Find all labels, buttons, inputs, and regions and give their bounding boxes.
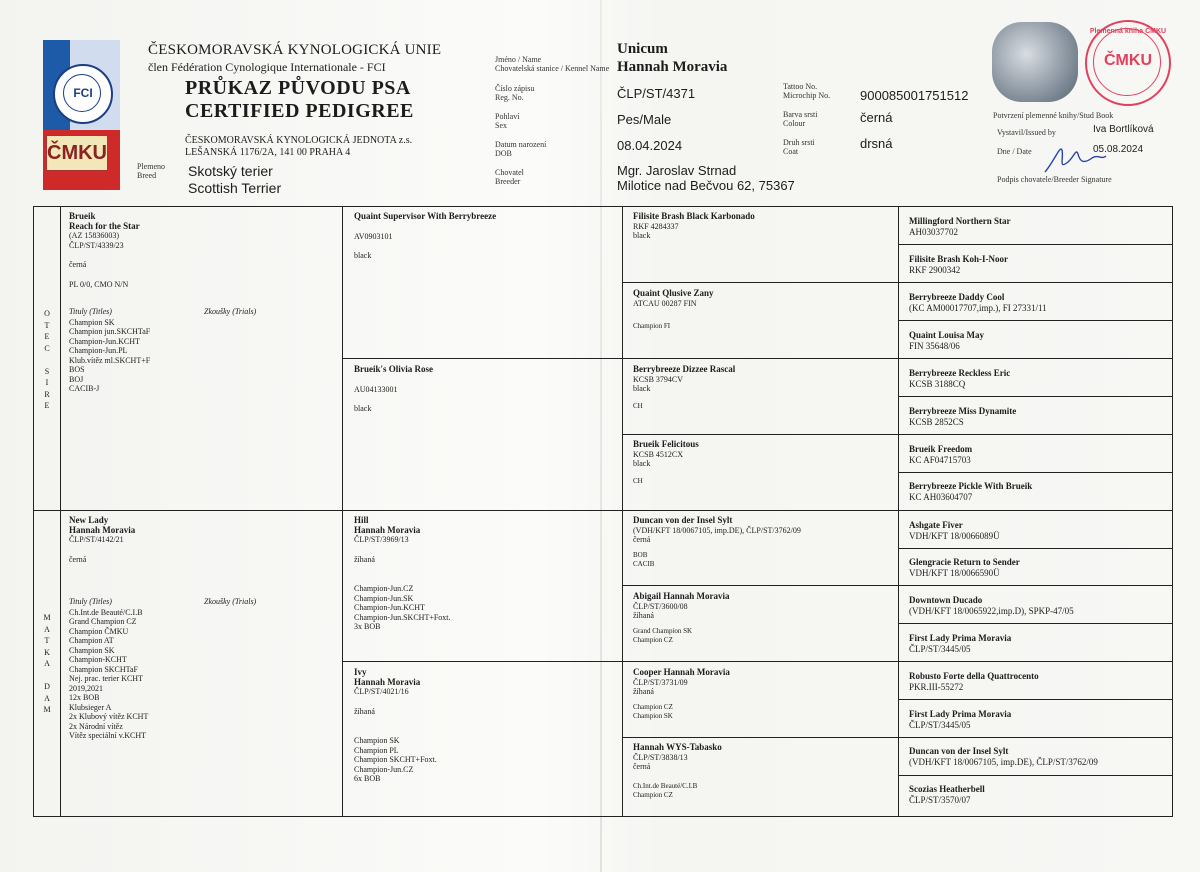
- sire-side-label: O T E C S I R E: [44, 309, 50, 410]
- issue-date: 05.08.2024: [1093, 144, 1144, 155]
- sire-health: PL 0/0, CMO N/N: [69, 279, 129, 289]
- colour-value: černá: [860, 110, 893, 125]
- breeder-line2: Milotice nad Bečvou 62, 75367: [617, 178, 795, 193]
- breed-en: Scottish Terrier: [188, 180, 282, 196]
- g4-cell: Filisite Brash Koh-I-Noor RKF 2900342: [909, 254, 1008, 275]
- reg-label: Číslo zápisu Reg. No.: [495, 84, 535, 102]
- cmku-badge: ČMKU: [46, 135, 108, 171]
- dam-cell: [69, 516, 334, 741]
- dam-trials-label: Zkoušky (Trials): [204, 597, 257, 606]
- g4-cell: Duncan von der Insel Sylt (VDH/KFT 18/0067105, imp.DE), ČLP/ST/3762/09: [909, 746, 1098, 767]
- signature-label: Podpis chovatele/Breeder Signature: [997, 175, 1112, 184]
- hologram: [992, 22, 1078, 102]
- sire-titles-label: Tituly (Titles): [69, 307, 112, 316]
- colour-label: Barva srsti Colour: [783, 110, 818, 128]
- dam-titles-label: Tituly (Titles): [69, 597, 112, 606]
- g4-cell: Glengracie Return to Sender VDH/KFT 18/0066590Ü: [909, 557, 1020, 578]
- dob-value: 08.04.2024: [617, 138, 683, 153]
- g3-cell: Hannah WYS-Tabasko ČLP/ST/3838/13 černá Ch.Int.de Beauté/C.I.B Champion CZ: [633, 742, 722, 799]
- g4-cell: Downtown Ducado (VDH/KFT 18/0065922,imp.D), SPKP-47/05: [909, 595, 1074, 616]
- g3-cell: Abigail Hannah Moravia ČLP/ST/3600/08 žíhaná Grand Champion SK Champion CZ: [633, 591, 730, 644]
- g4-cell: Scozias Heatherbell ČLP/ST/3570/07: [909, 784, 985, 805]
- dog-name1: Unicum: [617, 41, 668, 57]
- dam-name1: New Lady: [69, 515, 109, 525]
- g2-cell: Brueik's Olivia Rose AU04133001 black: [354, 364, 434, 413]
- sire-trials-label: Zkoušky (Trials): [204, 307, 257, 316]
- dam-titles: Ch.Int.de Beauté/C.I.B Grand Champion CZ Champion ČMKU Champion AT Champion SK Champion-KCHT Champion SKCHTaF Nej. prac. terier KCHT 2019,2021 12x BOB Klubsieger A 2x Klubový vítěz KCHT 2x Národní vítěz Vítěz speciální v.KCHT: [69, 607, 149, 740]
- coat-label: Druh srsti Coat: [783, 138, 815, 156]
- g4-cell: First Lady Prima Moravia ČLP/ST/3445/05: [909, 633, 1012, 654]
- g4-cell: Brueik Freedom KC AF04715703: [909, 444, 973, 465]
- assoc-line1: ČESKOMORAVSKÁ KYNOLOGICKÁ JEDNOTA z.s.: [185, 135, 413, 146]
- g3-cell: Filisite Brash Black Karbonado RKF 4284337 black: [633, 211, 755, 240]
- dog-name2: Hannah Moravia: [617, 59, 728, 75]
- chip-value: 900085001751512: [860, 88, 969, 103]
- name-label: Jméno / Name Chovatelská stanice / Kennel Name: [495, 55, 610, 73]
- org-sub: člen Fédération Cynologique Internationale - FCI: [148, 60, 386, 74]
- sire-color: černá: [69, 260, 87, 269]
- g4-cell: Berrybreeze Pickle With Brueik KC AH03604707: [909, 481, 1033, 502]
- g2-cell: Quaint Supervisor With Berrybreeze AV0903101 black: [354, 211, 497, 260]
- g4-cell: Robusto Forte della Quattrocento PKR.III-55272: [909, 671, 1039, 692]
- sire-reg2: ČLP/ST/4339/23: [69, 240, 124, 250]
- sire-cell: [69, 212, 334, 394]
- studbook-stamp: Plemenná kniha ČMKU ČMKU: [1085, 20, 1171, 106]
- reg-value: ČLP/ST/4371: [617, 86, 696, 101]
- g3-cell: Cooper Hannah Moravia ČLP/ST/3731/09 žíhaná Champion CZ Champion SK: [633, 667, 730, 720]
- issued-by: Iva Bortlíková: [1093, 124, 1154, 135]
- dam-color: černá: [69, 554, 87, 564]
- sex-label: Pohlaví Sex: [495, 112, 520, 130]
- breed-cz: Skotský terier: [188, 163, 273, 179]
- g3-cell: Brueik Felicitous KCSB 4512CX black CH: [633, 439, 699, 485]
- org-name: ČESKOMORAVSKÁ KYNOLOGICKÁ UNIE: [148, 42, 442, 58]
- dam-name2: Hannah Moravia: [69, 524, 136, 535]
- issued-label: Vystavil/Issued by: [997, 128, 1056, 137]
- g4-cell: Berrybreeze Daddy Cool (KC AM00017707,imp.), FI 27331/11: [909, 292, 1047, 313]
- g4-cell: First Lady Prima Moravia ČLP/ST/3445/05: [909, 709, 1012, 730]
- sire-name1: Brueik: [69, 211, 96, 221]
- date-label: Dne / Date: [997, 147, 1032, 156]
- g3-cell: Quaint Qlusive Zany ATCAU 00287 FIN Champion FI: [633, 288, 714, 330]
- dob-label: Datum narození DOB: [495, 140, 547, 158]
- breeder-label: Chovatel Breeder: [495, 168, 524, 186]
- signature: [1040, 140, 1110, 180]
- g4-cell: Quaint Louisa May FIN 35648/06: [909, 330, 985, 351]
- sire-name2: Reach for the Star: [69, 220, 140, 231]
- dam-side-label: M A T K A D A M: [43, 613, 51, 714]
- g4-cell: Ashgate Fiver VDH/KFT 18/0066089Ü: [909, 520, 1000, 541]
- title-en: CERTIFIED PEDIGREE: [185, 100, 414, 122]
- sire-reg1: (AZ 15836003): [69, 231, 119, 240]
- sire-titles: Champion SK Champion jun.SKCHTaF Champion-Jun.KCHT Champion-Jun.PL Klub.vítěz ml.SKCHT+F BOS BOJ CACIB-J: [69, 317, 151, 393]
- dam-reg: ČLP/ST/4142/21: [69, 535, 124, 544]
- g4-cell: Berrybreeze Miss Dynamite KCSB 2852CS: [909, 406, 1017, 427]
- g2-cell: Ivy Hannah Moravia ČLP/ST/4021/16 žíhaná Champion SK Champion PL Champion SKCHT+Foxt. Champion-Jun.CZ 6x BOB: [354, 667, 437, 783]
- sex-value: Pes/Male: [617, 112, 672, 127]
- g2-cell: Hill Hannah Moravia ČLP/ST/3969/13 žíhaná Champion-Jun.CZ Champion-Jun.SK Champion-Jun.KCHT Champion-Jun.SKCHT+Foxt. 3x BOB: [354, 515, 451, 631]
- confirm-label: Potvrzení plemenné knihy/Stud Book: [993, 111, 1114, 120]
- g3-cell: Duncan von der Insel Sylt (VDH/KFT 18/0067105, imp.DE), ČLP/ST/3762/09 černá BOB CACIB: [633, 515, 801, 568]
- cmku-logo: [43, 40, 120, 190]
- g4-cell: Millingford Northern Star AH03037702: [909, 216, 1011, 237]
- assoc-line2: LEŠANSKÁ 1176/2A, 141 00 PRAHA 4: [185, 147, 351, 158]
- chip-label: Tattoo No. Microchip No.: [783, 82, 831, 100]
- title-cz: PRŮKAZ PŮVODU PSA: [185, 77, 411, 99]
- g3-cell: Berrybreeze Dizzee Rascal KCSB 3794CV black CH: [633, 364, 736, 410]
- fci-globe-icon: FCI: [53, 64, 113, 124]
- coat-value: drsná: [860, 136, 893, 151]
- breeder-line1: Mgr. Jaroslav Strnad: [617, 163, 737, 178]
- g4-cell: Berrybreeze Reckless Eric KCSB 3188CQ: [909, 368, 1011, 389]
- breed-label: Plemeno Breed: [137, 162, 165, 180]
